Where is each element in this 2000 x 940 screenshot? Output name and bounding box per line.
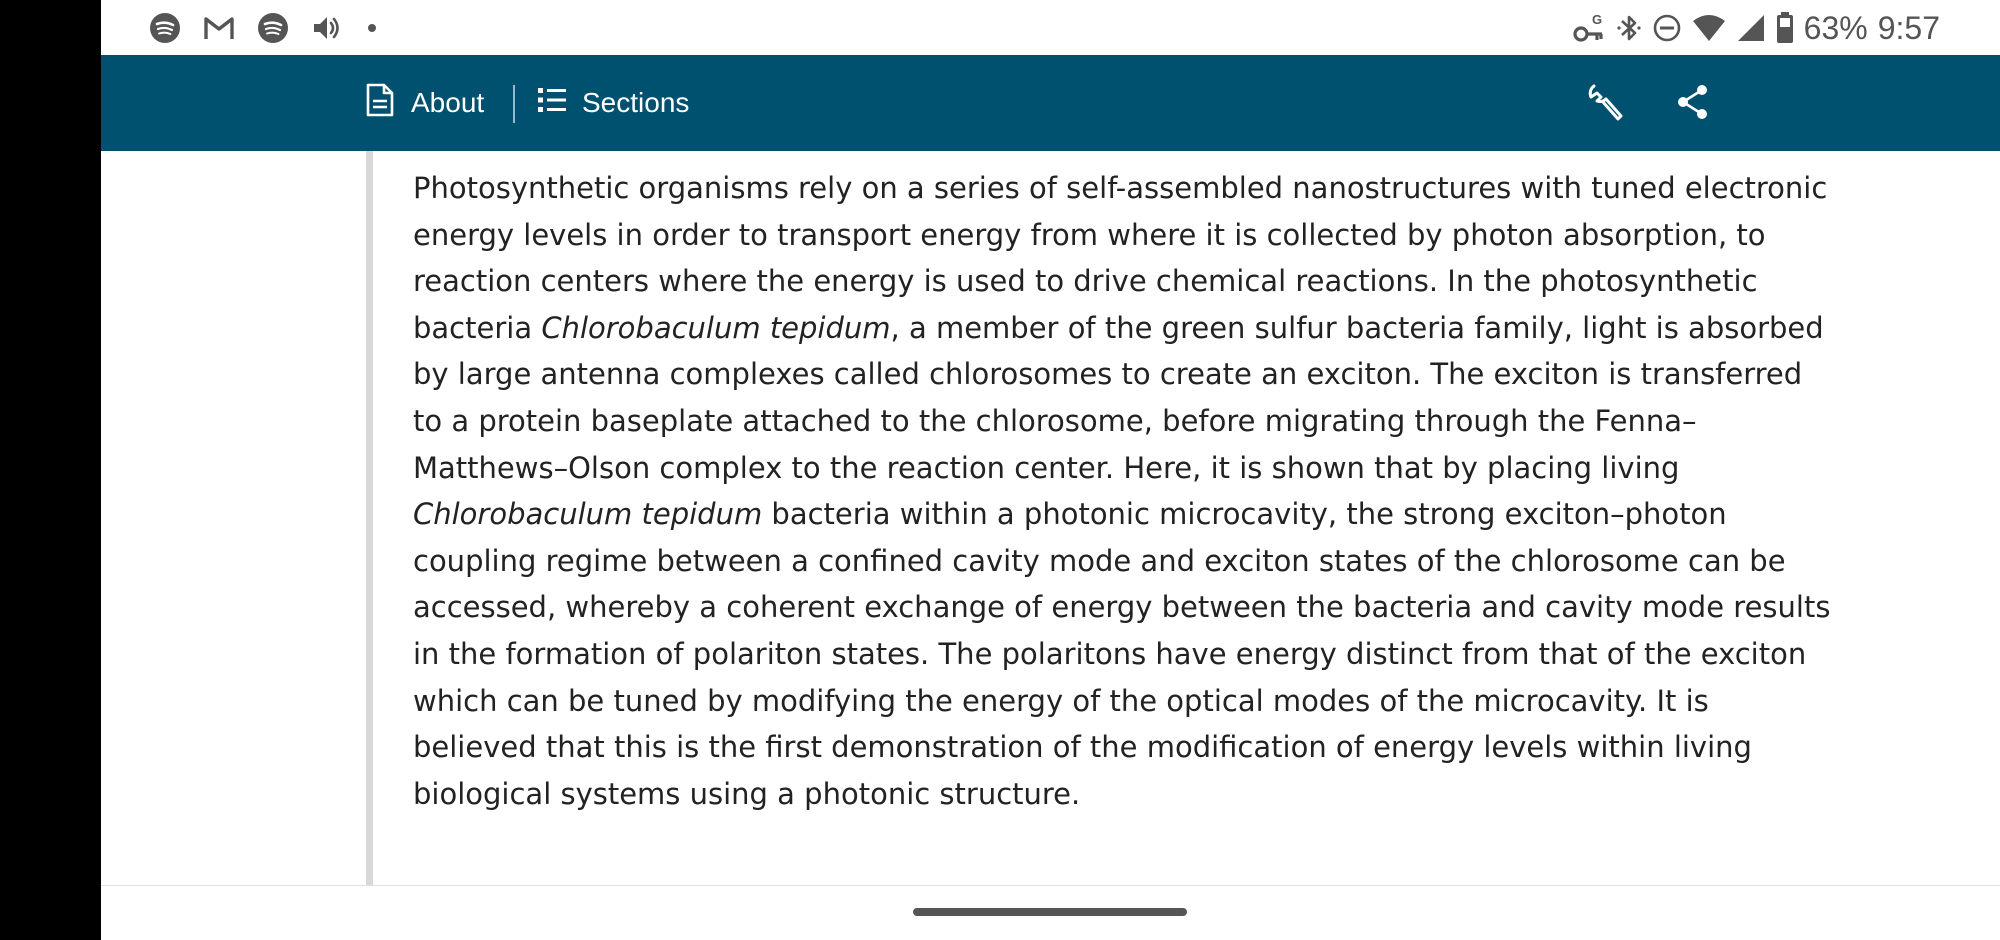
sections-button[interactable]	[538, 55, 689, 151]
about-button[interactable]	[365, 55, 484, 151]
vpn-key-icon	[1572, 11, 1606, 45]
sections-label: Sections	[582, 87, 690, 118]
species-name: Chlorobaculum tepidum	[541, 310, 891, 345]
battery-percent: 63%	[1803, 9, 1868, 46]
document-icon	[365, 82, 395, 125]
species-name: Chlorobaculum tepidum	[413, 497, 763, 532]
status-bar	[101, 0, 2000, 55]
abstract-paragraph	[413, 165, 1833, 817]
abstract-segment: , a member of the green sulfur bacteria family, light is absorbed by large antenna complexes called chlorosomes to create an exciton. The exciton is transferred to a protein baseplate attached to the chlorosome, before migrating through the Fenna–Matthews–Olson complex to the reaction center. Here, it is shown that by placing living	[413, 310, 1824, 485]
battery-icon	[1776, 12, 1794, 44]
wrench-icon	[1586, 82, 1626, 127]
bluetooth-icon	[1616, 12, 1642, 44]
cell-signal-icon	[1736, 13, 1766, 43]
abstract-segment: bacteria within a photonic microcavity, the strong exciton–photon coupling regime between a confined cavity mode and exciton states of the chlorosome can be accessed, whereby a coherent exchange of energy between the bacteria and cavity mode results in the formation of polariton states. The polaritons have energy distinct from that of the exciton which can be tuned by modifying the energy of the optical modes of the microcavity. It is believed that this is the first demonstration of the modification of energy levels within living biological systems using a photonic structure.	[413, 497, 1831, 811]
spotify-icon	[257, 12, 289, 44]
article-content	[101, 151, 2000, 885]
phone-screen	[101, 0, 2000, 940]
abstract-segment: Photosynthetic organisms rely on a series of self-assembled nanostructures with tuned electronic energy levels in order to transport energy from where it is collected by photon absorption, to reaction centers where the energy is used to drive chemical reactions. In the photosynthetic bacteria	[413, 171, 1828, 345]
gesture-nav-handle[interactable]	[913, 908, 1187, 916]
share-button[interactable]	[1672, 83, 1714, 125]
volume-icon	[311, 13, 343, 43]
wifi-icon	[1692, 14, 1726, 42]
about-label: About	[411, 87, 485, 118]
toolbar-divider	[513, 85, 515, 123]
clock: 9:57	[1877, 9, 1940, 46]
notification-icons	[149, 12, 379, 44]
share-icon	[1676, 84, 1710, 125]
gmail-icon	[203, 14, 235, 42]
dot-icon	[365, 21, 379, 35]
tools-button[interactable]	[1585, 83, 1627, 125]
list-icon	[538, 87, 566, 120]
app-toolbar	[101, 55, 2000, 151]
bottom-divider	[101, 885, 2000, 886]
spotify-icon	[149, 12, 181, 44]
abstract-quote-bar	[366, 151, 373, 885]
system-status	[1572, 10, 1940, 46]
left-black-margin	[0, 0, 101, 940]
do-not-disturb-icon	[1652, 13, 1682, 43]
svg-text:G: G	[1591, 12, 1602, 27]
